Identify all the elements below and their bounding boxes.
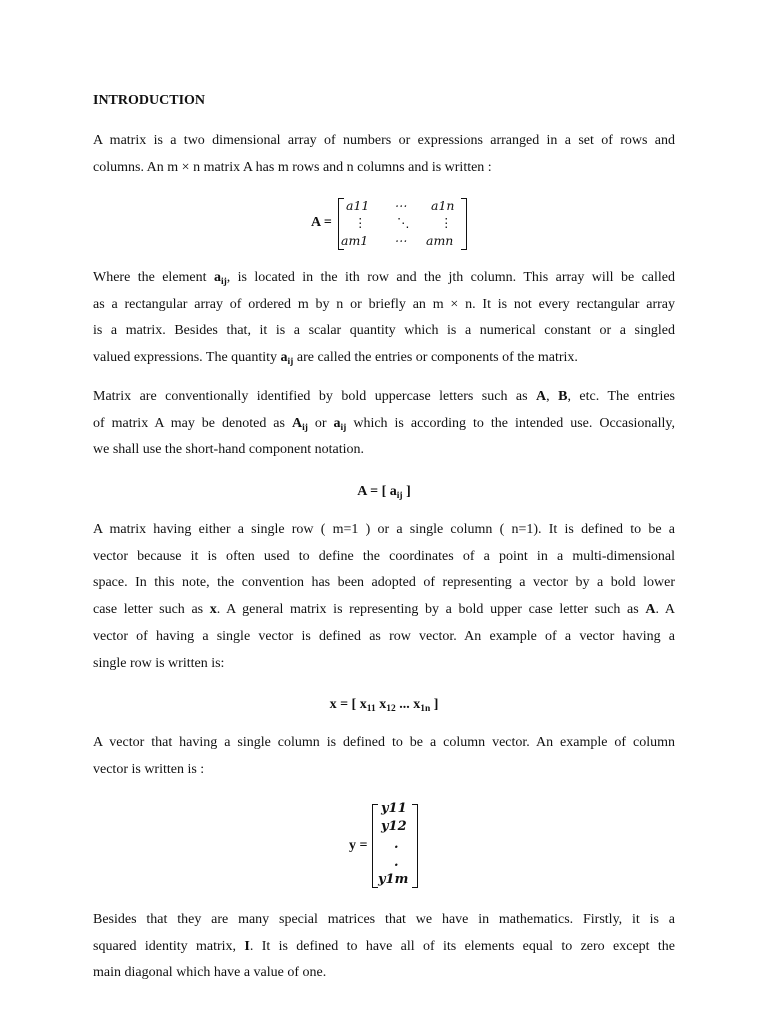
matrix-cell: ⋯ xyxy=(394,198,407,213)
right-bracket xyxy=(461,198,467,250)
text-line: vector because it is often used to define the coordinates of a point in a multi-dimensional xyxy=(93,548,675,564)
paragraph-column-vector xyxy=(93,730,675,783)
text-line: Where the element $a_{ij}$, is located in the ith row and the jth column. This array will be called xyxy=(93,270,676,287)
matrix-cell: am1 xyxy=(341,233,369,248)
matrix-cell: amn xyxy=(426,233,454,248)
text-line: valued expressions. The quantity $a_{ij}$ are called the entries or components of the matrix. xyxy=(93,350,578,368)
vector-y-label: y = xyxy=(349,838,368,853)
text-line: Matrix are conventionally identified by bold uppercase letters such as A, B, etc. The entries xyxy=(93,389,675,404)
text-line: main diagonal which have a value of one. xyxy=(93,965,327,981)
text-line: single row is written is: xyxy=(93,655,225,671)
vector-entry: y1m xyxy=(378,872,409,887)
matrix-a-label: A = xyxy=(311,215,332,230)
text-line: A vector that having a single column is defined to be a column vector. An example of column xyxy=(93,735,675,750)
text-line: A matrix is a two dimensional array of numbers or expressions arranged in a set of rows and xyxy=(93,133,675,148)
text-line: is a matrix. Besides that, it is a scalar quantity which is a numerical constant or a singled xyxy=(93,323,675,339)
text-line: space. In this note, the convention has been adopted of representing a vector by a bold lower xyxy=(93,575,675,591)
vector-entry: y12 xyxy=(381,819,407,834)
text-line: of matrix A may be denoted as $A_{ij}$ or $a_{ij}$ which is according to the intended use. Occasionally, xyxy=(93,415,676,433)
equation-row-vector-x: x = [ $x_{11}$ $x_{12}$ ... $x_{1n}$ ] xyxy=(329,697,439,714)
text-line: vector is written is : xyxy=(93,761,205,777)
paragraph-intro xyxy=(93,128,675,181)
vector-entry: y11 xyxy=(381,801,407,816)
text-line: vector of having a single vector is defined as row vector. An example of a vector having a xyxy=(93,628,675,644)
text-line: columns. An m × n matrix A has m rows and n columns and is written : xyxy=(93,159,492,175)
matrix-cell: ⋮ xyxy=(440,215,453,230)
matrix-cell: ⋮ xyxy=(354,215,367,230)
right-bracket xyxy=(412,804,418,888)
vector-entry: . xyxy=(394,837,399,852)
paragraph-notation xyxy=(93,384,675,464)
text-line: case letter such as x. A general matrix is representing by a bold upper case letter such as A. A xyxy=(93,602,675,618)
text-line: we shall use the short-hand component notation. xyxy=(93,442,364,458)
matrix-cell: a1n xyxy=(431,198,455,213)
matrix-cell: ⋯ xyxy=(394,233,407,248)
text-line: Besides that they are many special matrices that we have in mathematics. Firstly, it is a xyxy=(93,912,675,927)
matrix-cell: a11 xyxy=(346,198,370,213)
text-line: squared identity matrix, I. It is defined to have all of its elements equal to zero except the xyxy=(93,938,675,954)
vector-entry: . xyxy=(394,855,399,870)
equation-a-ij: A = [ $a_{ij}$ ] xyxy=(357,484,411,501)
paragraph-vector-definition xyxy=(93,517,675,677)
paragraph-special-matrices xyxy=(93,907,675,987)
paragraph-element-definition xyxy=(93,265,675,372)
text-line: as a rectangular array of ordered m by n or briefly an m × n. It is not every rectangular array xyxy=(93,296,675,312)
matrix-cell: ⋱ xyxy=(397,215,410,230)
text-line: A matrix having either a single row ( m=1 ) or a single column ( n=1). It is defined to be a xyxy=(93,522,675,537)
section-heading: INTRODUCTION xyxy=(93,93,206,108)
